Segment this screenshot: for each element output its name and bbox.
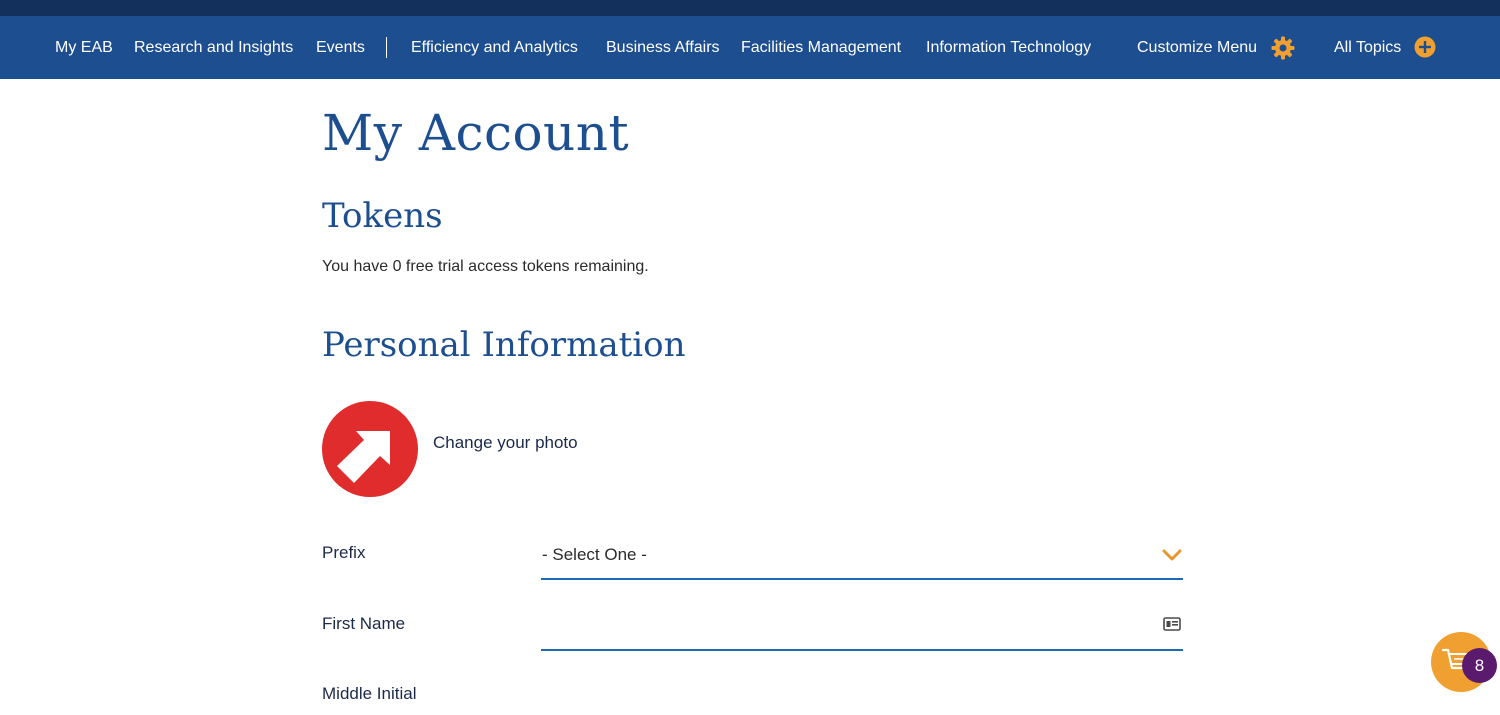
nav-research-insights[interactable]: Research and Insights bbox=[134, 39, 294, 56]
nav-my-eab[interactable]: My EAB bbox=[55, 39, 113, 56]
main-nav bbox=[0, 16, 1500, 79]
change-photo-link[interactable]: Change your photo bbox=[433, 433, 578, 452]
chevron-down-icon[interactable] bbox=[1162, 548, 1182, 562]
id-card-icon bbox=[1163, 617, 1181, 631]
middle-initial-label: Middle Initial bbox=[322, 684, 417, 703]
nav-efficiency-analytics[interactable]: Efficiency and Analytics bbox=[411, 39, 578, 56]
first-name-field[interactable] bbox=[541, 603, 1183, 651]
nav-all-topics[interactable]: All Topics bbox=[1334, 39, 1402, 56]
nav-information-technology[interactable]: Information Technology bbox=[926, 39, 1092, 56]
avatar[interactable] bbox=[322, 401, 418, 497]
plus-circle-icon[interactable] bbox=[1414, 36, 1436, 58]
page-title: My Account bbox=[322, 104, 630, 162]
nav-events[interactable]: Events bbox=[316, 39, 365, 56]
tokens-heading: Tokens bbox=[322, 196, 443, 236]
prefix-selected-value: - Select One - bbox=[542, 545, 647, 564]
prefix-select[interactable] bbox=[541, 532, 1183, 580]
gear-icon[interactable] bbox=[1271, 36, 1295, 60]
tokens-remaining-text: You have 0 free trial access tokens remaining. bbox=[322, 258, 649, 275]
prefix-label: Prefix bbox=[322, 543, 366, 562]
nav-customize-menu[interactable]: Customize Menu bbox=[1137, 39, 1258, 56]
nav-facilities-management[interactable]: Facilities Management bbox=[741, 39, 902, 56]
nav-divider bbox=[386, 37, 387, 58]
nav-business-affairs[interactable]: Business Affairs bbox=[606, 39, 720, 56]
personal-information-heading: Personal Information bbox=[322, 325, 686, 365]
first-name-input[interactable] bbox=[541, 603, 1141, 647]
top-strip bbox=[0, 0, 1500, 16]
cart-count-badge: 8 bbox=[1462, 648, 1497, 683]
first-name-label: First Name bbox=[322, 614, 406, 633]
